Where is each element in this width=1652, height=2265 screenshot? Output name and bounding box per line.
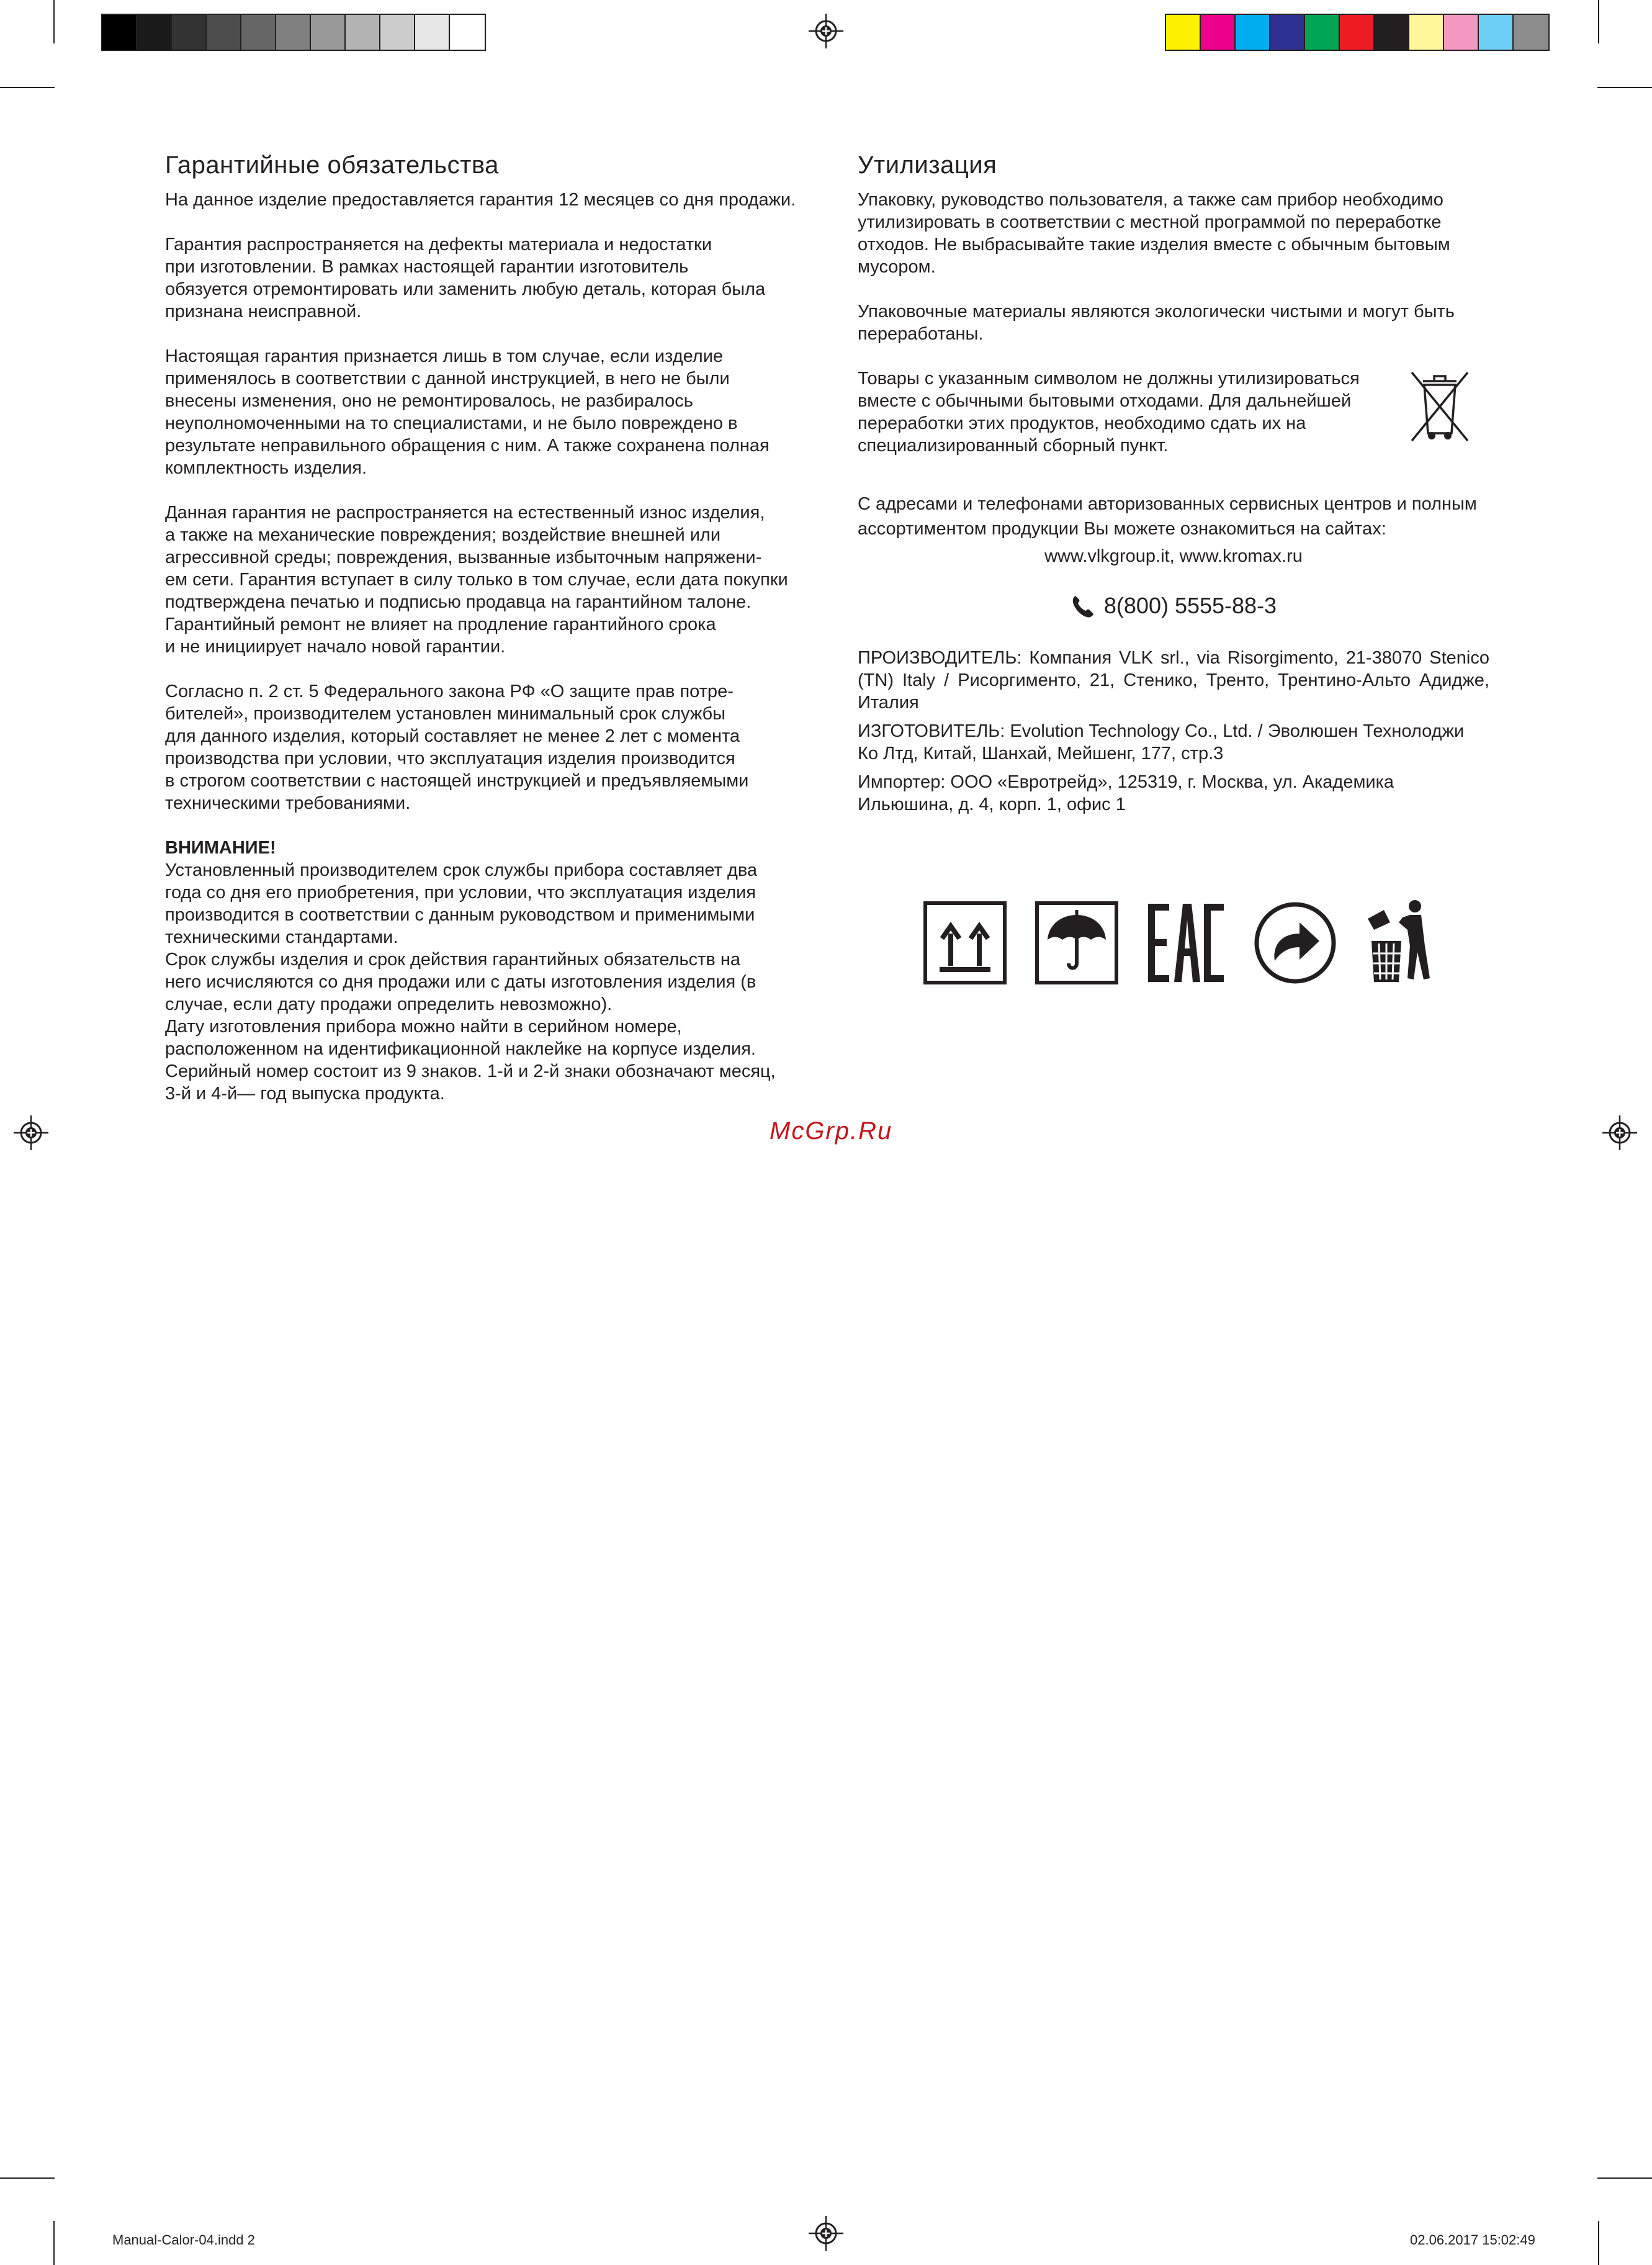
color-swatch [1409, 15, 1444, 50]
color-swatch [102, 15, 137, 50]
color-swatch [172, 15, 207, 50]
disposal-section [858, 150, 1489, 816]
warranty-paragraph: Настоящая гарантия признается лишь в том случае, если изделие применялось в соответствии с данной инструкцией, в него не были внесены изменения, оно не ремонтировалось, не разбиралось неуполномоченными на то специалистами, и не было повреждено в результате неправильного обращения с ним. А также сохранена полная комплектность изделия. [165, 346, 770, 478]
green-dot-icon [1254, 901, 1337, 984]
crossed-bin-icon [1406, 366, 1474, 447]
disposal-paragraph: Упаковочные материалы являются экологически чистыми и могут быть переработаны. [858, 302, 1455, 344]
gray-ramp-bar [101, 14, 486, 51]
keep-dry-icon [1035, 901, 1118, 984]
crop-mark [53, 2221, 55, 2265]
warranty-title: Гарантийные обязательства [165, 151, 499, 179]
color-swatch [311, 15, 346, 50]
color-swatch [1305, 15, 1340, 50]
websites-text[interactable]: www.vlkgroup.it, www.kromax.ru [1044, 546, 1303, 566]
maker-info: ИЗГОТОВИТЕЛЬ: Evolution Technology Co., Ltd. / Эволюшен Технолоджи Ко Лтд, Китай, Шанхай, Мейшенг, 177, стр.3 [858, 721, 1465, 763]
weee-block [858, 367, 1489, 457]
eac-mark-icon [1147, 901, 1225, 984]
crop-mark [1598, 2221, 1599, 2265]
color-swatch [1444, 15, 1479, 50]
disposal-title: Утилизация [858, 151, 997, 179]
phone-number[interactable]: 8(800) 5555-88-3 [1103, 593, 1277, 618]
packaging-symbols [923, 898, 1434, 984]
this-way-up-icon [923, 901, 1007, 984]
crop-mark [0, 2177, 55, 2179]
warranty-paragraph: Данная гарантия не распространяется на естественный износ изделия, а также на механические повреждения; воздействие внешней или агрессивной среды; повреждения, вызванные избыточным напряжени- ем сети. Гарантия вступает в силу только в том случае, если дата покупки подтверждена печатью и подписью продавца на гарантийном талоне. Гарантийный ремонт не влияет на продление гарантийного срока и не инициирует начало новой гарантии. [165, 503, 788, 657]
color-swatch [137, 15, 172, 50]
color-swatch [1201, 15, 1236, 50]
color-swatch [1166, 15, 1201, 50]
attention-label: ВНИМАНИЕ! [165, 838, 276, 858]
color-swatch [1270, 15, 1305, 50]
slug-datetime: 02.06.2017 15:02:49 [1410, 2232, 1535, 2248]
manufacturer-info: ПРОИЗВОДИТЕЛЬ: Компания VLK srl., via Risorgimento, 21-38070 Stenico (TN) Italy / Рисоргименто, 21, Стенико, Тренто, Трентино-Альто Адидже, Италия [858, 648, 1489, 713]
color-swatch [276, 15, 311, 50]
crop-mark [1597, 2177, 1652, 2179]
warranty-paragraph: Гарантия распространяется на дефекты материала и недостатки при изготовлении. В рамках настоящей гарантии изготовитель обязуется отремонтировать или заменить любую деталь, которая была признана неисправной. [165, 235, 766, 322]
phone-row [858, 593, 1489, 618]
registration-mark-icon [1602, 1115, 1637, 1150]
importer-info: Импортер: ООО «Евротрейд», 125319, г. Москва, ул. Академика Ильюшина, д. 4, корп. 1, офис 1 [858, 772, 1394, 814]
phone-icon [1071, 593, 1095, 618]
tidyman-icon [1365, 898, 1434, 984]
registration-mark-icon [14, 1115, 48, 1150]
slug-file: Manual-Calor-04.indd 2 [112, 2232, 255, 2248]
disposal-paragraph: Упаковку, руководство пользователя, а также сам прибор необходимо утилизировать в соответствии с местной программой по переработке отходов. Не выбрасывайте такие изделия вместе с обычным бытовым мусором. [858, 190, 1450, 277]
color-swatch [450, 15, 485, 50]
color-swatch [1236, 15, 1270, 50]
registration-mark-icon [809, 2216, 843, 2251]
color-swatch [346, 15, 380, 50]
crop-mark [0, 87, 55, 88]
crop-mark [1597, 87, 1652, 88]
process-color-bar [1165, 14, 1550, 51]
crop-mark [1598, 0, 1599, 43]
warranty-paragraph: Согласно п. 2 ст. 5 Федерального закона РФ «О защите прав потре- бителей», производителем установлен минимальный срок службы для данного изделия, который составляет не менее 2 лет с момента производства при условии, что эксплуатация изделия производится в строгом соответствии с настоящей инструкцией и предъявляемыми техническими требованиями. [165, 682, 749, 813]
weee-paragraph: Товары с указанным символом не должны утилизироваться вместе с обычными бытовыми отходами. Для дальнейшей переработки этих продуктов, необходимо сдать их на специализированный сборный пункт. [858, 369, 1360, 456]
color-swatch [1514, 15, 1548, 50]
watermark: McGrp.Ru [770, 1117, 893, 1145]
registration-mark-icon [809, 14, 843, 48]
color-swatch [1375, 15, 1409, 50]
warranty-section [165, 150, 798, 1105]
color-swatch [380, 15, 415, 50]
color-swatch [415, 15, 450, 50]
color-swatch [1479, 15, 1514, 50]
service-centers-paragraph: С адресами и телефонами авторизованных сервисных центров и полным ассортиментом продукции Вы можете ознакомиться на сайтах: [858, 494, 1477, 539]
color-swatch [241, 15, 276, 50]
color-swatch [207, 15, 241, 50]
warranty-paragraph: На данное изделие предоставляется гарантия 12 месяцев со дня продажи. [165, 190, 796, 210]
service-life-paragraph: Установленный производителем срок службы прибора составляет два года со дня его приобретения, при условии, что эксплуатация изделия производится в соответствии с данным руководством и применимыми техническими стандартами. Срок службы изделия и срок действия гарантийных обязательств на него исчисляются со дня продажи или с даты изготовления изделия (в случае, если дату продажи определить невозможно). Дату изготовления прибора можно найти в серийном номере, расположенном на идентификационной наклейке на корпусе изделия. Серийный номер состоит из 9 знаков. 1-й и 2-й знаки обозначают месяц, 3-й и 4-й— год выпуска продукта. [165, 860, 776, 1104]
color-swatch [1340, 15, 1375, 50]
crop-mark [53, 0, 55, 43]
